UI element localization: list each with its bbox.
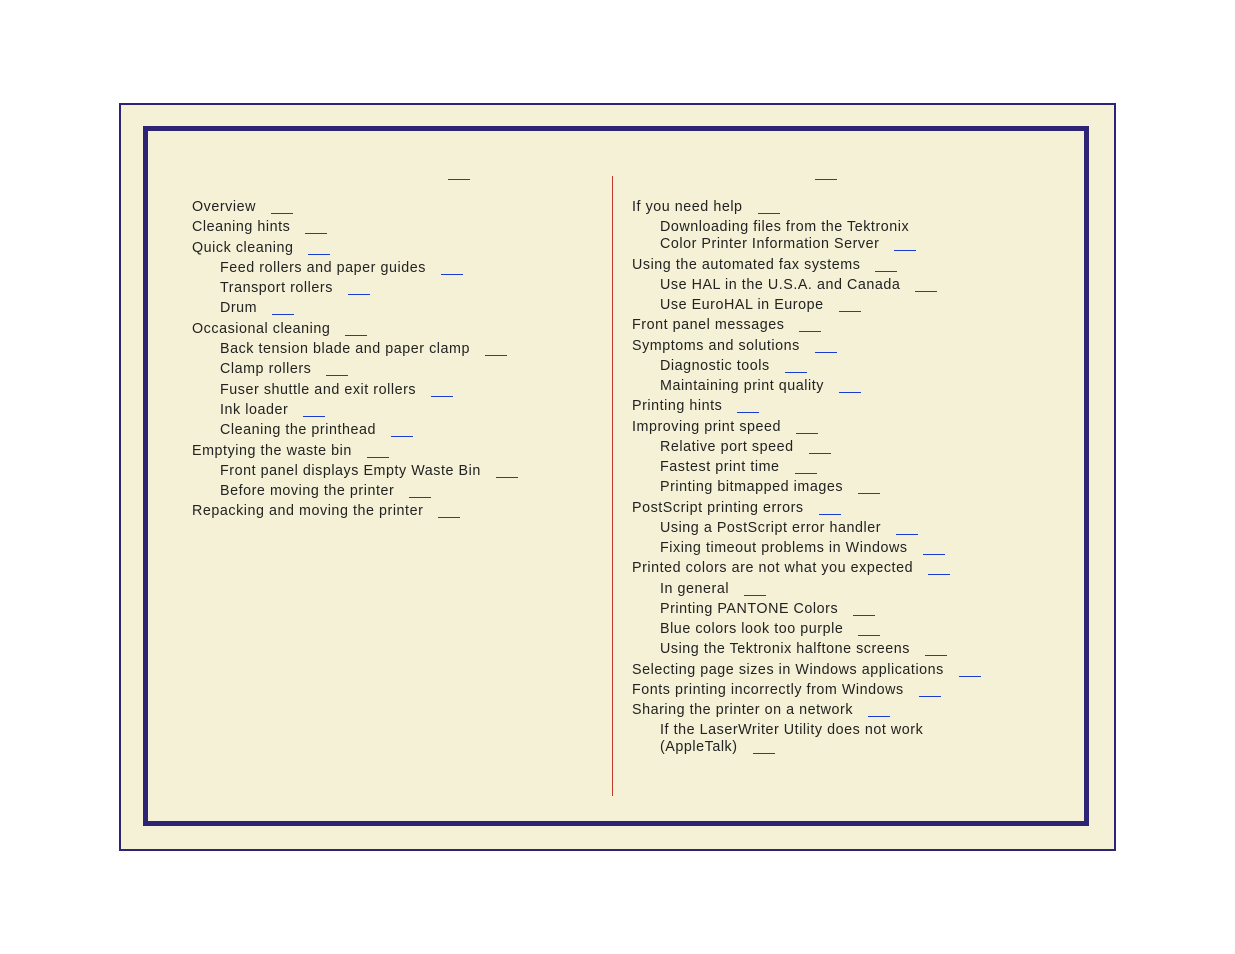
page-number-link[interactable] xyxy=(928,574,950,575)
toc-entry-text: Cleaning the printhead xyxy=(220,422,376,439)
page-number-link[interactable] xyxy=(367,457,389,458)
toc-entry[interactable] xyxy=(192,361,592,381)
page-number-link[interactable] xyxy=(839,311,861,312)
toc-entry[interactable] xyxy=(192,300,592,320)
toc-entry-label xyxy=(660,459,1072,476)
toc-entry-label xyxy=(220,300,592,317)
toc-entry[interactable] xyxy=(632,581,1072,601)
toc-entry-label xyxy=(632,317,1072,334)
toc-entry-label xyxy=(220,463,592,480)
toc-entry[interactable] xyxy=(632,682,1072,702)
toc-entry-label xyxy=(660,378,1072,395)
toc-entry-label xyxy=(632,338,1072,355)
toc-entry-text: Printing bitmapped images xyxy=(660,479,844,496)
toc-entry-label xyxy=(192,199,592,216)
toc-entry[interactable] xyxy=(632,317,1072,337)
toc-entry[interactable] xyxy=(192,219,592,239)
toc-entry-text: Back tension blade and paper clamp xyxy=(220,341,470,358)
toc-entry-text: Fuser shuttle and exit rollers xyxy=(220,381,417,398)
toc-entry-label: Downloading files from the Tektronix xyxy=(660,219,910,236)
toc-entry-text: Fixing timeout problems in Windows xyxy=(660,540,908,556)
toc-entry-text: Repacking and moving the printer xyxy=(192,503,424,520)
toc-entry[interactable] xyxy=(632,662,1072,682)
toc-entry[interactable] xyxy=(632,199,1072,219)
toc-entry-label xyxy=(220,422,592,439)
page-number-link[interactable] xyxy=(441,274,463,275)
toc-entry-label xyxy=(192,443,592,460)
page-number-link[interactable] xyxy=(819,514,841,515)
toc-entry-label xyxy=(632,500,1072,517)
page-number-link[interactable] xyxy=(271,213,293,214)
page-number-link[interactable] xyxy=(799,331,821,332)
toc-entry[interactable] xyxy=(632,520,1072,540)
toc-entry[interactable] xyxy=(632,722,1072,759)
toc-entry-label xyxy=(220,382,592,399)
toc-entry-label xyxy=(660,277,1072,294)
page-number-link[interactable] xyxy=(853,615,875,616)
page-number-link[interactable] xyxy=(272,314,294,315)
toc-entry[interactable] xyxy=(632,540,1072,560)
toc-entry-text: Transport rollers xyxy=(220,280,333,297)
toc-entry[interactable] xyxy=(192,260,592,280)
toc-entry-text: Before moving the printer xyxy=(220,483,395,500)
page-number-link[interactable] xyxy=(737,412,759,413)
toc-entry-text: Printed colors are not what you expected xyxy=(632,560,914,577)
toc-entry[interactable] xyxy=(632,500,1072,520)
toc-entry-text: Ink loader xyxy=(220,401,289,418)
toc-entry-label xyxy=(660,641,1072,658)
toc-entry-text: Improving print speed xyxy=(632,418,782,435)
toc-entry-label xyxy=(632,419,1072,436)
page-number-link[interactable] xyxy=(305,233,327,234)
toc-entry-text: Overview xyxy=(192,199,256,215)
page-number-link[interactable] xyxy=(431,396,453,397)
toc-entry[interactable] xyxy=(192,321,592,341)
page-number-link[interactable] xyxy=(308,254,330,255)
toc-entry-label xyxy=(632,199,1072,216)
page-number-link[interactable] xyxy=(894,250,916,251)
page-number-link[interactable] xyxy=(758,213,780,214)
toc-entry-text: Printing PANTONE Colors xyxy=(660,600,839,617)
page-number-link[interactable] xyxy=(868,716,890,717)
toc-entry-label xyxy=(192,321,592,338)
toc-entry-label xyxy=(660,358,1072,375)
toc-entry-label xyxy=(220,361,592,378)
toc-entry-label: If the LaserWriter Utility does not work xyxy=(660,722,924,739)
toc-entry[interactable] xyxy=(632,601,1072,621)
right-column-page-link[interactable] xyxy=(815,179,837,180)
toc-entry-label xyxy=(632,560,1072,577)
toc-entry[interactable] xyxy=(632,277,1072,297)
toc-entry[interactable] xyxy=(192,199,592,219)
toc-entry-label-continued xyxy=(660,739,1072,756)
toc-entry[interactable] xyxy=(632,702,1072,722)
toc-entry-text: Sharing the printer on a network xyxy=(632,702,854,718)
toc-entry[interactable] xyxy=(192,503,592,523)
toc-entry-label xyxy=(660,601,1072,618)
toc-entry-label xyxy=(632,702,1072,719)
toc-entry-text: Cleaning hints xyxy=(192,219,291,236)
toc-entry-label xyxy=(632,398,1072,415)
toc-entry-text: Color Printer Information Server xyxy=(660,236,880,253)
toc-entry-text: Feed rollers and paper guides xyxy=(220,259,426,276)
toc-entry-label xyxy=(632,257,1072,274)
toc-entry-text: Drum xyxy=(220,300,258,317)
toc-entry-label xyxy=(632,682,1072,699)
toc-entry[interactable] xyxy=(632,560,1072,580)
page-number-link[interactable] xyxy=(391,436,413,437)
page-number-link[interactable] xyxy=(303,416,325,417)
toc-entry[interactable] xyxy=(632,479,1072,499)
toc-entry-label xyxy=(192,240,592,257)
toc-entry-label xyxy=(660,581,1072,598)
page-number-link[interactable] xyxy=(409,497,431,498)
toc-entry[interactable] xyxy=(632,459,1072,479)
toc-entry-text: Using the automated fax systems xyxy=(632,256,861,273)
toc-entry[interactable] xyxy=(632,338,1072,358)
toc-entry[interactable] xyxy=(192,402,592,422)
toc-entry-text: Using a PostScript error handler xyxy=(660,519,882,536)
toc-entry[interactable] xyxy=(632,378,1072,398)
left-column-page-link[interactable] xyxy=(448,179,470,180)
toc-entry-text: Selecting page sizes in Windows applications xyxy=(632,661,944,678)
toc-entry-text: Front panel displays Empty Waste Bin xyxy=(220,462,481,479)
page-number-link[interactable] xyxy=(785,372,807,373)
page-number-link[interactable] xyxy=(496,477,518,478)
toc-entry[interactable] xyxy=(192,240,592,260)
toc-entry-label xyxy=(192,219,592,236)
toc-entry-text: Diagnostic tools xyxy=(660,357,770,374)
page-number-link[interactable] xyxy=(925,655,947,656)
toc-entry[interactable] xyxy=(192,382,592,402)
page-number-link[interactable] xyxy=(485,355,507,356)
toc-entry-text: PostScript printing errors xyxy=(632,499,804,516)
toc-entry-label xyxy=(192,503,592,520)
toc-entry-text: Use HAL in the U.S.A. and Canada xyxy=(660,276,901,293)
page-number-link[interactable] xyxy=(919,696,941,697)
toc-entry[interactable] xyxy=(192,483,592,503)
toc-entry-label xyxy=(220,483,592,500)
toc-entry-label xyxy=(220,402,592,419)
toc-entry[interactable] xyxy=(192,422,592,442)
page-number-link[interactable] xyxy=(839,392,861,393)
toc-entry-label-continued xyxy=(660,236,1072,253)
toc-entry[interactable] xyxy=(632,621,1072,641)
page-number-link[interactable] xyxy=(796,433,818,434)
page-number-link[interactable] xyxy=(345,335,367,336)
column-divider xyxy=(612,176,613,796)
toc-entry-text: Symptoms and solutions xyxy=(632,337,800,354)
page-number-link[interactable] xyxy=(753,753,775,754)
toc-entry-text: Printing hints xyxy=(632,398,723,415)
page-number-link[interactable] xyxy=(326,375,348,376)
page-number-link[interactable] xyxy=(923,554,945,555)
page-number-link[interactable] xyxy=(858,635,880,636)
toc-entry-text: Front panel messages xyxy=(632,317,785,334)
toc-entry-label xyxy=(660,479,1072,496)
page-number-link[interactable] xyxy=(875,271,897,272)
page-number-link[interactable] xyxy=(438,517,460,518)
toc-entry-text: Blue colors look too purple xyxy=(660,621,844,637)
toc-entry[interactable] xyxy=(632,439,1072,459)
page-number-link[interactable] xyxy=(744,595,766,596)
toc-entry-text: Quick cleaning xyxy=(192,239,294,256)
toc-entry-text: Maintaining print quality xyxy=(660,378,824,394)
toc-entry-label xyxy=(220,341,592,358)
page-number-link[interactable] xyxy=(809,453,831,454)
toc-right-column xyxy=(632,199,1072,760)
toc-entry[interactable] xyxy=(632,219,1072,256)
toc-entry-label xyxy=(220,260,592,277)
page-number-link[interactable] xyxy=(959,676,981,677)
toc-left-column xyxy=(192,199,592,524)
page-number-link[interactable] xyxy=(915,291,937,292)
toc-entry-text: Using the Tektronix halftone screens xyxy=(660,641,911,658)
toc-entry-text: Fonts printing incorrectly from Windows xyxy=(632,681,904,698)
toc-entry-label xyxy=(660,439,1072,456)
toc-entry-text: Fastest print time xyxy=(660,459,780,475)
toc-entry-text: In general xyxy=(660,580,730,597)
toc-entry[interactable] xyxy=(632,297,1072,317)
toc-entry-text: If you need help xyxy=(632,199,743,215)
toc-entry-label xyxy=(660,520,1072,537)
toc-entry-text: Emptying the waste bin xyxy=(192,442,352,459)
toc-entry[interactable] xyxy=(192,280,592,300)
toc-entry[interactable] xyxy=(632,398,1072,418)
toc-entry[interactable] xyxy=(632,419,1072,439)
toc-entry-text: Relative port speed xyxy=(660,438,794,455)
toc-entry[interactable] xyxy=(632,358,1072,378)
page-number-link[interactable] xyxy=(795,473,817,474)
toc-entry-label xyxy=(632,662,1072,679)
toc-entry-label xyxy=(660,621,1072,638)
toc-entry[interactable] xyxy=(192,341,592,361)
toc-entry[interactable] xyxy=(632,641,1072,661)
page-number-link[interactable] xyxy=(896,534,918,535)
toc-entry-text: Clamp rollers xyxy=(220,361,312,378)
page-number-link[interactable] xyxy=(815,352,837,353)
toc-entry[interactable] xyxy=(632,257,1072,277)
toc-entry-label xyxy=(660,540,1072,557)
toc-entry-label xyxy=(660,297,1072,314)
toc-entry-text: Use EuroHAL in Europe xyxy=(660,297,824,313)
toc-entry[interactable] xyxy=(192,443,592,463)
page-number-link[interactable] xyxy=(348,294,370,295)
toc-entry-label xyxy=(220,280,592,297)
toc-entry[interactable] xyxy=(192,463,592,483)
toc-entry-text: Occasional cleaning xyxy=(192,320,331,337)
page-number-link[interactable] xyxy=(858,493,880,494)
toc-entry-text: (AppleTalk) xyxy=(660,739,738,756)
